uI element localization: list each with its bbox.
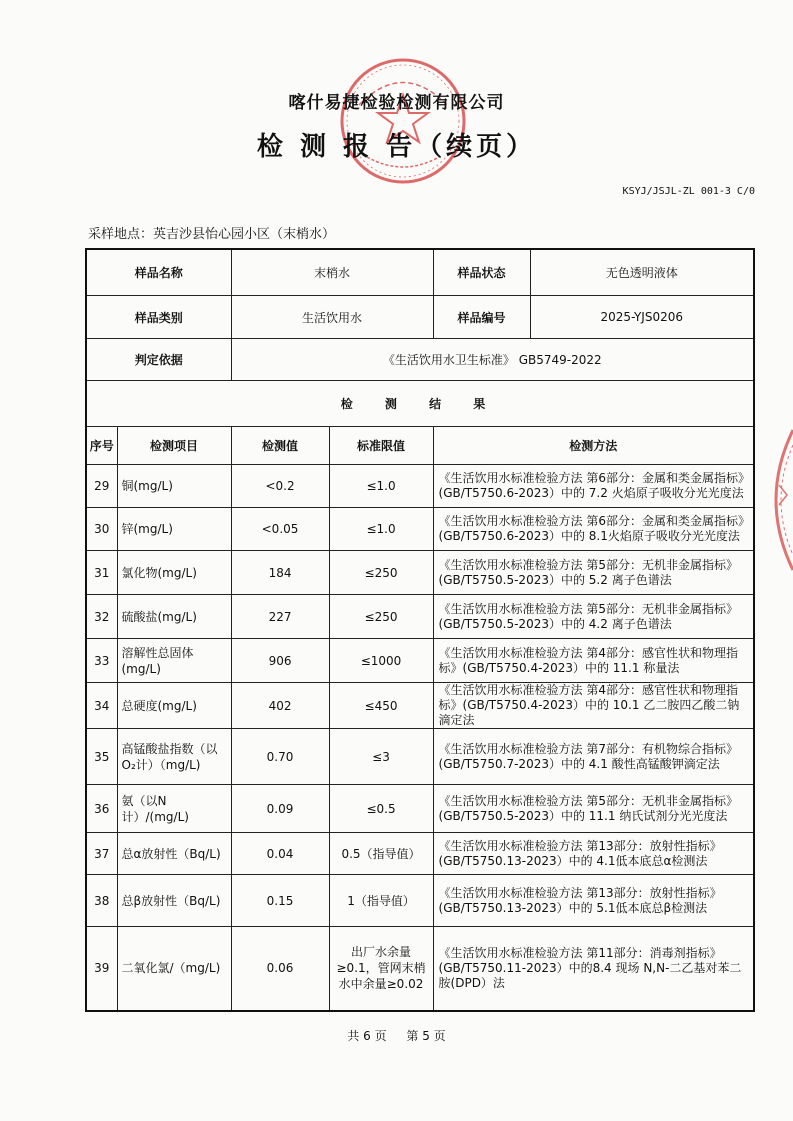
sample-number-label: 样品编号 [434,296,531,338]
row-item: 氯化物(mg/L) [117,551,231,595]
sampling-site-value: 英吉沙县怡心园小区（末梢水） [153,227,336,242]
row-item: 二氧化氯/（mg/L) [117,927,231,1011]
row-item: 高锰酸盐指数（以O₂计）（mg/L) [117,729,231,785]
row-method: 《生活饮用水标准检验方法 第13部分：放射性指标》(GB/T5750.13-2023）中的 5.1低本底总β检测法 [433,875,754,927]
row-limit: 出厂水余量≥0.1，管网末梢水中余量≥0.02 [329,927,433,1011]
col-header-limit: 标准限值 [329,427,433,465]
sampling-site [88,223,335,242]
row-no: 37 [86,833,117,875]
current-page: 第 5 页 [406,1029,446,1043]
row-limit: ≤1.0 [329,508,433,551]
col-header-value: 检测值 [231,427,329,465]
sample-name-label: 样品名称 [86,249,231,296]
row-value: 227 [231,595,329,639]
results-title: 检 测 结 果 [86,381,754,427]
sample-category-value: 生活饮用水 [231,296,433,339]
row-item: 氨（以N计）/(mg/L) [117,785,231,833]
row-limit: ≤1.0 [329,465,433,508]
sample-state-label: 样品状态 [434,250,531,295]
basis-value: 《生活饮用水卫生标准》 GB5749-2022 [231,339,754,381]
col-header-no: 序号 [86,427,117,465]
table-row [86,729,754,785]
row-limit: ≤250 [329,551,433,595]
row-no: 36 [86,785,117,833]
document-number: KSYJ/JSJL-ZL 001-3 C/0 [622,186,755,197]
row-method: 《生活饮用水标准检验方法 第7部分：有机物综合指标》(GB/T5750.7-2023）中的 4.1 酸性高锰酸钾滴定法 [433,729,754,785]
table-row [86,833,754,875]
row-no: 29 [86,465,117,508]
table-row [86,785,754,833]
row-method: 《生活饮用水标准检验方法 第11部分：消毒剂指标》(GB/T5750.11-2023）中的8.4 现场 N,N-二乙基对苯二胺(DPD）法 [433,927,754,1011]
row-no: 34 [86,683,117,729]
sample-category-label: 样品类别 [86,296,231,339]
row-no: 33 [86,639,117,683]
row-item: 硫酸盐(mg/L) [117,595,231,639]
row-value: <0.05 [231,508,329,551]
row-no: 35 [86,729,117,785]
row-limit: ≤1000 [329,639,433,683]
row-value: 184 [231,551,329,595]
row-method: 《生活饮用水标准检验方法 第6部分：金属和类金属指标》(GB/T5750.6-2023）中的 7.2 火焰原子吸收分光光度法 [433,465,754,508]
table-row [86,508,754,551]
table-row [86,595,754,639]
sample-name-value: 末梢水 [231,249,433,296]
row-value: 402 [231,683,329,729]
sampling-site-label: 采样地点： [88,227,154,242]
sample-state-value: 无色透明液体 [605,266,678,280]
company-seal-stamp [337,55,469,187]
total-pages: 共 6 页 [347,1029,387,1043]
table-row [86,683,754,729]
report-title: 检 测 报 告（续页） [256,132,537,162]
table-row [86,551,754,595]
table-row [86,927,754,1011]
row-item: 铜(mg/L) [117,465,231,508]
row-limit: ≤0.5 [329,785,433,833]
row-method: 《生活饮用水标准检验方法 第13部分：放射性指标》(GB/T5750.13-2023）中的 4.1低本底总α检测法 [433,833,754,875]
report-table [85,248,755,1012]
sample-number-cell [433,296,754,339]
row-no: 30 [86,508,117,551]
row-no: 38 [86,875,117,927]
row-item: 溶解性总固体(mg/L) [117,639,231,683]
row-item: 总β放射性（Bq/L) [117,875,231,927]
row-limit: 0.5（指导值） [329,833,433,875]
row-value: 0.06 [231,927,329,1011]
row-no: 39 [86,927,117,1011]
row-item: 总α放射性（Bq/L) [117,833,231,875]
basis-label: 判定依据 [86,339,231,381]
row-value: 0.70 [231,729,329,785]
row-method: 《生活饮用水标准检验方法 第5部分：无机非金属指标》(GB/T5750.5-2023）中的 4.2 离子色谱法 [433,595,754,639]
row-method: 《生活饮用水标准检验方法 第4部分：感官性状和物理指标》(GB/T5750.4-2023）中的 11.1 称量法 [433,639,754,683]
col-header-method: 检测方法 [433,427,754,465]
page-edge-seal-stamp [757,425,793,575]
row-limit: ≤3 [329,729,433,785]
row-limit: 1（指导值） [329,875,433,927]
col-header-item: 检测项目 [117,427,231,465]
row-value: 0.15 [231,875,329,927]
row-method: 《生活饮用水标准检验方法 第5部分：无机非金属指标》(GB/T5750.5-2023）中的 11.1 纳氏试剂分光光度法 [433,785,754,833]
row-limit: ≤250 [329,595,433,639]
row-value: 906 [231,639,329,683]
row-no: 32 [86,595,117,639]
sample-number-value: 2025-YJS0206 [600,310,684,324]
row-value: <0.2 [231,465,329,508]
row-value: 0.04 [231,833,329,875]
page-footer [0,1027,793,1044]
table-row [86,639,754,683]
table-row [86,465,754,508]
row-item: 总硬度(mg/L) [117,683,231,729]
company-name: 喀什易捷检验检测有限公司 [288,93,505,113]
row-no: 31 [86,551,117,595]
row-limit: ≤450 [329,683,433,729]
row-value: 0.09 [231,785,329,833]
row-method: 《生活饮用水标准检验方法 第4部分：感官性状和物理指标》(GB/T5750.4-2023）中的 10.1 乙二胺四乙酸二钠滴定法 [433,683,754,729]
row-method: 《生活饮用水标准检验方法 第5部分：无机非金属指标》(GB/T5750.5-2023）中的 5.2 离子色谱法 [433,551,754,595]
table-row [86,875,754,927]
row-method: 《生活饮用水标准检验方法 第6部分：金属和类金属指标》(GB/T5750.6-2023）中的 8.1火焰原子吸收分光光度法 [433,508,754,551]
row-item: 锌(mg/L) [117,508,231,551]
sample-state-cell [433,249,754,296]
